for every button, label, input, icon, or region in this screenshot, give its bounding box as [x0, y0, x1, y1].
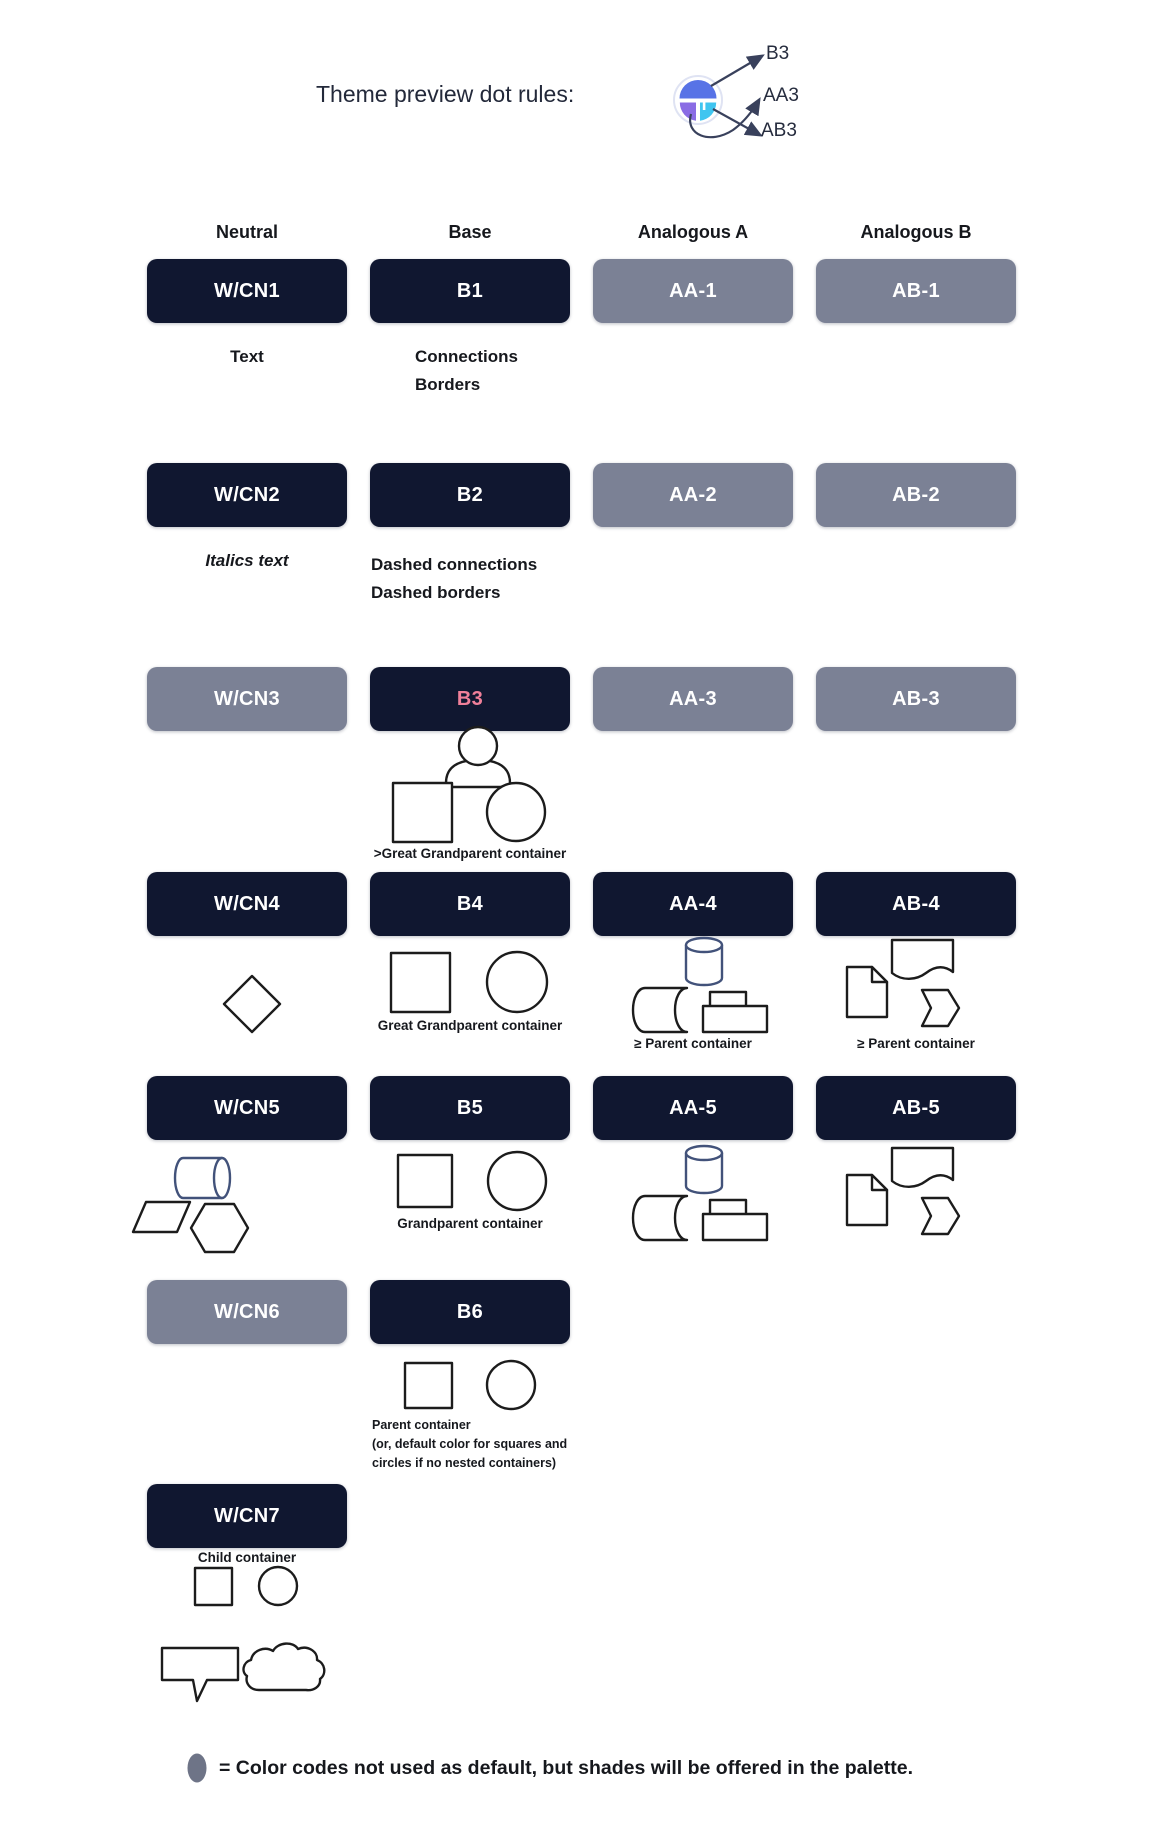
caption-great-grandparent-gt: >Great Grandparent container	[373, 846, 567, 861]
caption-dashed-borders: Dashed borders	[371, 583, 501, 602]
caption-text: Text	[230, 347, 264, 366]
swatch-aa4: AA-4	[593, 872, 793, 936]
wcn7-shape-cluster-2	[147, 1638, 347, 1706]
caption-parent-aa: ≥ Parent container	[634, 1036, 752, 1051]
wcn5-shape-cluster	[127, 1151, 347, 1259]
document-fold-corner	[872, 1175, 887, 1190]
cylinder-top	[686, 1146, 722, 1160]
legend-dot-icon	[186, 1752, 208, 1784]
swatch-ab2: AB-2	[816, 463, 1016, 527]
arrow-to-aa3	[690, 100, 759, 137]
document-fold-corner	[872, 967, 887, 982]
arrow-to-ab3	[713, 109, 760, 135]
swatch-wcn7: W/CN7	[147, 1484, 347, 1548]
swatch-aa3: AA-3	[593, 667, 793, 731]
column-header-analogous-b: Analogous B	[860, 222, 972, 242]
wavy-document-shape	[892, 940, 953, 979]
swatch-aa1: AA-1	[593, 259, 793, 323]
b4-shape-cluster	[370, 950, 570, 1014]
stored-data-shape	[633, 988, 687, 1032]
ab4-shape-cluster	[816, 932, 1016, 1038]
circle-shape	[487, 952, 547, 1012]
circle-shape	[259, 1567, 297, 1605]
caption-parent-ab: ≥ Parent container	[857, 1036, 975, 1051]
swatch-ab4: AB-4	[816, 872, 1016, 936]
swatch-b4: B4	[370, 872, 570, 936]
cylinder-top	[686, 938, 722, 952]
caption-borders: Borders	[415, 375, 481, 394]
caption-dashed-connections: Dashed connections	[371, 555, 538, 574]
parallelogram-shape	[133, 1202, 190, 1232]
caption-connections: Connections	[415, 347, 518, 366]
column-header-analogous-a: Analogous A	[637, 222, 749, 242]
cloud-shape	[244, 1644, 325, 1691]
square-shape	[405, 1363, 452, 1408]
dot-label-b3: B3	[766, 43, 790, 64]
wcn7-shape-cluster-1	[147, 1564, 347, 1610]
column-header-base: Base	[448, 222, 492, 242]
circle-shape	[487, 1361, 535, 1409]
swatch-b2: B2	[370, 463, 570, 527]
dot-label-ab3: AB3	[761, 120, 797, 141]
caption-italics-text: Italics text	[205, 551, 289, 570]
b3-shape-cluster	[370, 723, 570, 848]
chevron-shape	[922, 1198, 959, 1234]
swatch-ab3: AB-3	[816, 667, 1016, 731]
caption-parent-note-2: circles if no nested containers)	[372, 1456, 557, 1470]
hexagon-shape	[191, 1204, 248, 1252]
tabbed-card-shape	[703, 1214, 767, 1240]
swatch-b6: B6	[370, 1280, 570, 1344]
swatch-b5: B5	[370, 1076, 570, 1140]
swatch-aa5: AA-5	[593, 1076, 793, 1140]
caption-parent-note-1: (or, default color for squares and	[372, 1437, 568, 1451]
swatch-ab1: AB-1	[816, 259, 1016, 323]
square-shape	[195, 1568, 232, 1605]
swatch-b3: B3	[370, 667, 570, 731]
swatch-wcn5: W/CN5	[147, 1076, 347, 1140]
swatch-wcn4: W/CN4	[147, 872, 347, 936]
caption-grandparent: Grandparent container	[397, 1216, 543, 1231]
speech-bubble-shape	[162, 1648, 238, 1701]
square-shape	[398, 1155, 452, 1207]
caption-child-container: Child container	[197, 1550, 297, 1565]
square-shape	[393, 783, 452, 842]
aa5-shape-cluster	[593, 1140, 793, 1246]
page-title: Theme preview dot rules:	[316, 81, 575, 107]
swatch-wcn2: W/CN2	[147, 463, 347, 527]
swatch-b1: B1	[370, 259, 570, 323]
column-header-neutral: Neutral	[215, 222, 278, 242]
chevron-shape	[922, 990, 959, 1026]
swatch-wcn1: W/CN1	[147, 259, 347, 323]
dot-label-aa3: AA3	[763, 85, 799, 106]
square-shape	[391, 953, 450, 1012]
circle-shape	[487, 783, 545, 841]
swatch-wcn6: W/CN6	[147, 1280, 347, 1344]
legend	[186, 1752, 913, 1784]
arrow-to-b3	[711, 56, 762, 86]
stored-data-shape	[633, 1196, 687, 1240]
wcn4-shape-cluster	[147, 962, 347, 1040]
swatch-ab5: AB-5	[816, 1076, 1016, 1140]
ab5-shape-cluster	[816, 1140, 1016, 1246]
legend-text: = Color codes not used as default, but shades will be offered in the palette.	[219, 1756, 913, 1779]
aa4-shape-cluster	[593, 932, 793, 1038]
caption-parent-container: Parent container	[372, 1418, 471, 1432]
person-head-icon	[459, 727, 497, 765]
tabbed-card-shape	[703, 1006, 767, 1032]
wavy-document-shape	[892, 1148, 953, 1187]
diamond-shape	[224, 976, 280, 1032]
b6-shape-cluster	[370, 1360, 570, 1412]
circle-shape	[488, 1152, 546, 1210]
b5-shape-cluster	[370, 1152, 570, 1212]
caption-great-grandparent: Great Grandparent container	[377, 1018, 563, 1033]
swatch-aa2: AA-2	[593, 463, 793, 527]
horizontal-cylinder-cap	[214, 1158, 230, 1198]
swatch-wcn3: W/CN3	[147, 667, 347, 731]
